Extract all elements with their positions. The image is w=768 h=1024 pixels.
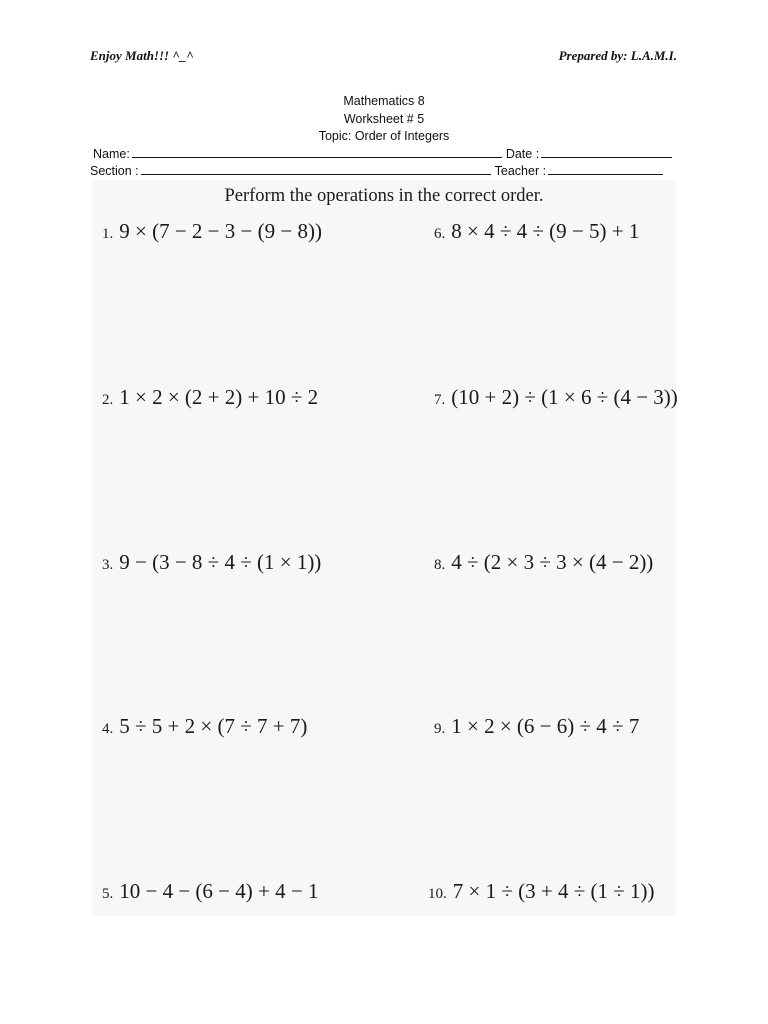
problem-expression: (10 + 2) ÷ (1 × 6 ÷ (4 − 3)) <box>451 385 678 409</box>
problem-1 <box>102 219 322 244</box>
problem-number: 6. <box>434 226 446 242</box>
name-label: Name: <box>93 147 130 161</box>
instruction-text: Perform the operations in the correct order. <box>224 186 544 206</box>
problem-expression: 9 − (3 − 8 ÷ 4 ÷ (1 × 1)) <box>119 550 322 574</box>
problem-number: 10. <box>428 886 447 902</box>
problem-expression: 7 × 1 ÷ (3 + 4 ÷ (1 ÷ 1)) <box>452 879 655 903</box>
date-line[interactable] <box>541 146 672 158</box>
problem-expression: 10 − 4 − (6 − 4) + 4 − 1 <box>119 879 319 903</box>
topic-title: Topic: Order of Integers <box>318 129 450 143</box>
section-teacher-row <box>90 163 678 178</box>
teacher-line[interactable] <box>548 163 663 175</box>
problem-8 <box>434 550 653 575</box>
problem-number: 8. <box>434 557 446 573</box>
problem-number: 4. <box>102 721 114 737</box>
subject-title: Mathematics 8 <box>343 94 425 108</box>
date-label: Date : <box>505 147 540 161</box>
name-date-row <box>90 146 678 161</box>
problem-5 <box>102 879 318 904</box>
problem-number: 5. <box>102 886 114 902</box>
teacher-label: Teacher : <box>494 164 547 178</box>
header-left-text: Enjoy Math!!! ^_^ <box>90 48 194 63</box>
problem-expression: 8 × 4 ÷ 4 ÷ (9 − 5) + 1 <box>451 219 640 243</box>
problem-expression: 9 × (7 − 2 − 3 − (9 − 8)) <box>119 219 322 243</box>
problem-expression: 4 ÷ (2 × 3 ÷ 3 × (4 − 2)) <box>451 550 654 574</box>
problem-7 <box>434 385 678 410</box>
section-label: Section : <box>90 164 139 178</box>
problem-number: 9. <box>434 721 446 737</box>
problem-number: 1. <box>102 226 114 242</box>
problem-expression: 1 × 2 × (2 + 2) + 10 ÷ 2 <box>119 385 319 409</box>
problem-2 <box>102 385 318 410</box>
worksheet-number: Worksheet # 5 <box>343 111 425 126</box>
problem-3 <box>102 550 321 575</box>
problem-6 <box>434 219 639 244</box>
scanned-problem-sheet <box>92 180 676 916</box>
header-prepared-by: Prepared by: L.A.M.I. <box>558 48 677 63</box>
problem-9 <box>434 714 639 739</box>
problem-expression: 5 ÷ 5 + 2 × (7 ÷ 7 + 7) <box>119 714 308 738</box>
problem-4 <box>102 714 307 739</box>
problem-10 <box>428 879 655 904</box>
problem-number: 7. <box>434 392 446 408</box>
title-block <box>0 93 768 146</box>
section-line[interactable] <box>141 163 491 175</box>
problem-expression: 1 × 2 × (6 − 6) ÷ 4 ÷ 7 <box>451 714 640 738</box>
problem-number: 3. <box>102 557 114 573</box>
name-line[interactable] <box>132 146 502 158</box>
problem-number: 2. <box>102 392 114 408</box>
